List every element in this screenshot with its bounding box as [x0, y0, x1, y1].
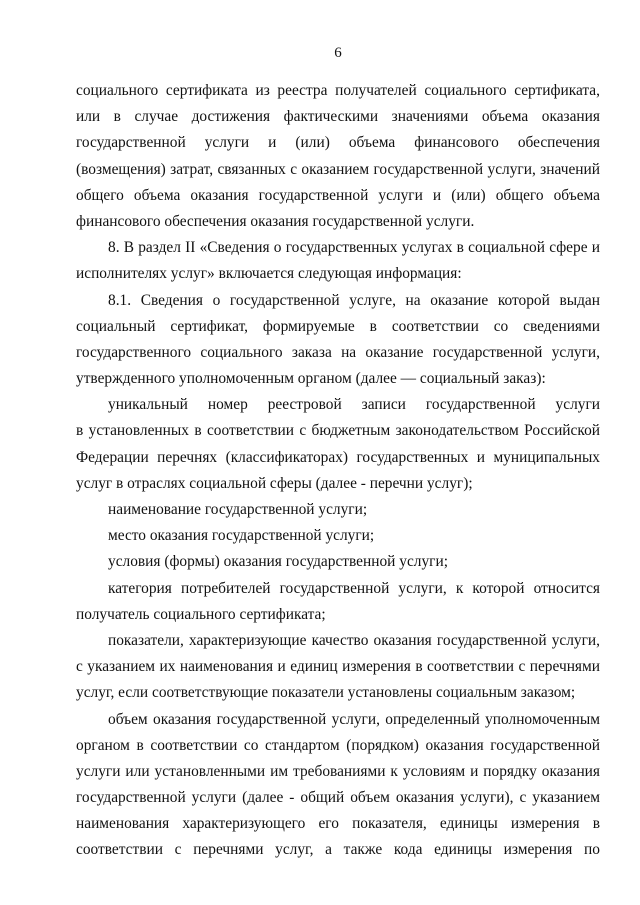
- text-line: получатель социального сертификата;: [76, 605, 326, 623]
- text-line: исполнителях услуг» включается следующая информация:: [76, 265, 462, 283]
- text-line: наименования характеризующего его показателя, единицы измерения в: [76, 815, 600, 833]
- text-line: государственной услуги (далее - общий объем оказания услуги), с указанием: [76, 789, 600, 807]
- text-line: услуги или установленными им требованиями к условиям и порядку оказания: [76, 762, 600, 780]
- text-line: государственного социального заказа на оказание государственной услуги,: [76, 343, 600, 361]
- text-line: органом в соответствии со стандартом (порядком) оказания государственной: [76, 736, 600, 754]
- text-line: общего объема оказания государственной услуги и (или) общего объема: [76, 186, 600, 204]
- text-line: услуг в отраслях социальной сферы (далее - перечни услуг);: [76, 474, 473, 492]
- text-line: уникальный номер реестровой записи государственной услуги: [108, 396, 600, 414]
- text-line: социальный сертификат, формируемые в соответствии со сведениями: [76, 317, 600, 335]
- text-line: показатели, характеризующие качество оказания государственной услуги,: [108, 631, 600, 649]
- text-line: наименование государственной услуги;: [108, 501, 368, 518]
- text-line: соответствии с перечнями услуг, а также кода единицы измерения по: [76, 841, 600, 859]
- text-line: государственной услуги и (или) объема финансового обеспечения: [76, 134, 600, 152]
- text-line: услуг, если соответствующие показатели установлены социальным заказом;: [76, 684, 576, 702]
- text-line: категория потребителей государственной услуги, к которой относится: [108, 579, 600, 597]
- text-line: 8.1. Сведения о государственной услуге, на оказание которой выдан: [108, 291, 600, 309]
- page-number: 6: [334, 45, 342, 61]
- text-line: объем оказания государственной услуги, определенный уполномоченным: [108, 710, 600, 728]
- text-line: 8. В раздел II «Сведения о государственных услугах в социальной сфере и: [108, 239, 600, 257]
- text-line: утвержденного уполномоченным органом (далее — социальный заказ):: [76, 370, 546, 388]
- document-body: [76, 78, 600, 864]
- text-line: социального сертификата из реестра получателей социального сертификата,: [76, 82, 600, 99]
- text-line: с указанием их наименования и единиц измерения в соответствии с перечнями: [76, 658, 600, 676]
- text-line: в установленных в соответствии с бюджетным законодательством Российской: [76, 422, 600, 440]
- text-line: (возмещения) затрат, связанных с оказанием государственной услуги, значений: [76, 160, 600, 178]
- text-line: Федерации перечнях (классификаторах) государственных и муниципальных: [76, 448, 600, 466]
- text-line: финансового обеспечения оказания государственной услуги.: [76, 212, 475, 230]
- text-line: или в случае достижения фактическими значениями объема оказания: [76, 108, 600, 126]
- text-line: условия (формы) оказания государственной услуги;: [108, 553, 448, 571]
- text-line: место оказания государственной услуги;: [108, 527, 375, 545]
